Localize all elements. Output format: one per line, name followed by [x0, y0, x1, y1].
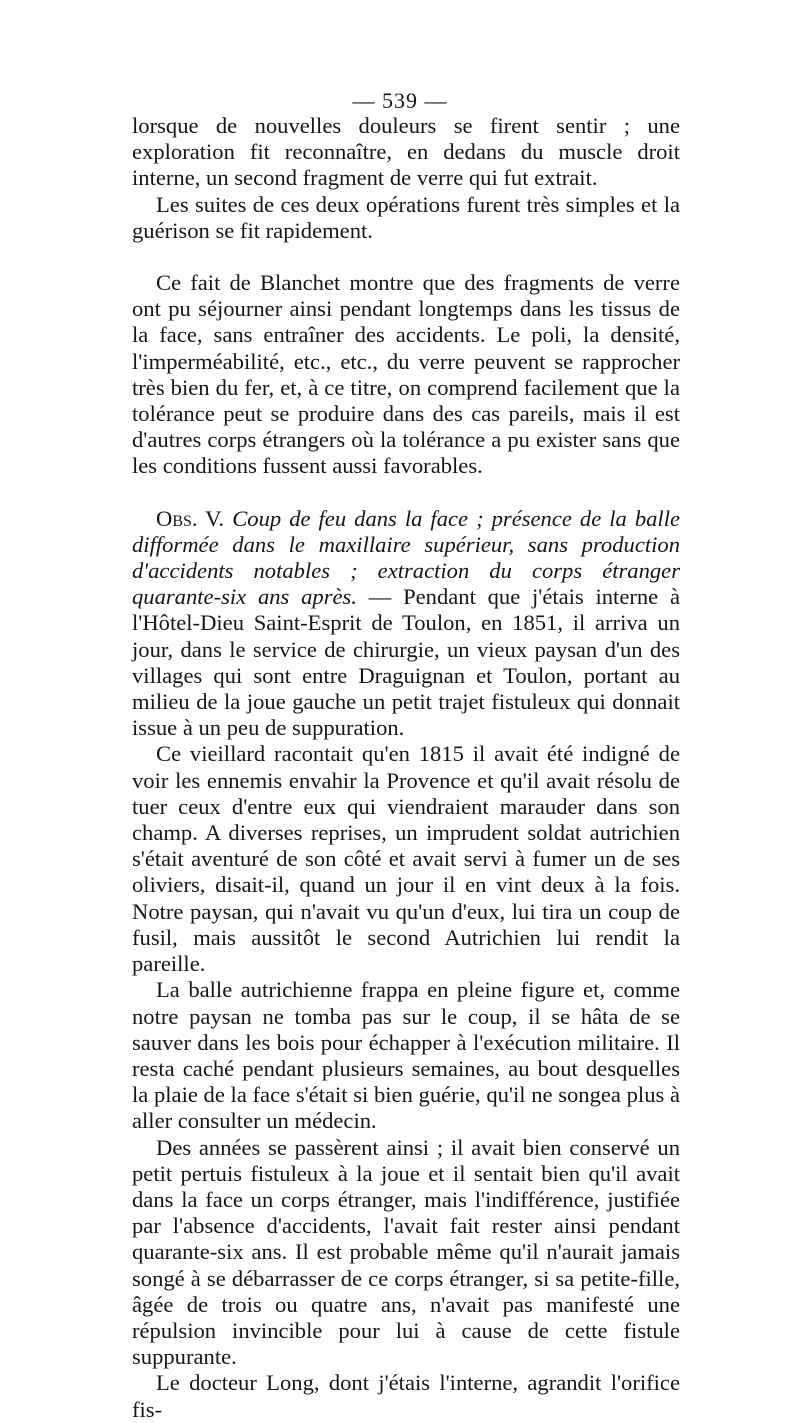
paragraph-4: Ce vieillard racontait qu'en 1815 il avait été indigné de voir les ennemis envahir la Provence et qu'il avait résolu de tuer ceux d'entre eux qui viendraient marauder dans son champ. A diverses reprises, un imprudent soldat autrichien s'était aventuré de son côté et avait servi à fumer un de ses oliviers, disait-il, quand un jour il en vint deux à la fois. Notre paysan, qui n'avait vu qu'un d'eux, lui tira un coup de fusil, mais aussitôt le second Autrichien lui rendit la pareille.	[132, 741, 680, 977]
paragraph-7: Le docteur Long, dont j'étais l'interne, agrandit l'orifice fis-	[132, 1370, 680, 1422]
observation-label: Obs. V.	[156, 505, 225, 531]
observation-body: — Pendant que j'étais interne à l'Hôtel-Dieu Saint-Esprit de Toulon, en 1851, il arriva un jour, dans le service de chirurgie, un vieux paysan d'un des villages qui sont entre Draguignan et Toulon, portant au milieu de la joue gauche un petit trajet fistuleux qui donnait issue à un peu de suppuration.	[132, 584, 680, 741]
paragraph-6: Des années se passèrent ainsi ; il avait bien conservé un petit pertuis fistuleux à la joue et il sentait bien qu'il avait dans la face un corps étranger, mais l'indifférence, justifiée par l'absence d'accidents, l'avait fait rester ainsi pendant quarante-six ans. Il est probable même qu'il n'aurait jamais songé à se débarrasser de ce corps étranger, si sa petite-fille, âgée de trois ou quatre ans, n'avait pas manifesté une répulsion invincible pour lui à cause de cette fistule suppurante.	[132, 1134, 680, 1370]
paragraph-2: Les suites de ces deux opérations furent très simples et la guérison se fit rapidement.	[132, 191, 680, 243]
paragraph-3: Ce fait de Blanchet montre que des fragments de verre ont pu séjourner ainsi pendant longtemps dans les tissus de la face, sans entraîner des accidents. Le poli, la densité, l'imperméabilité, etc., etc., du verre peuvent se rapprocher très bien du fer, et, à ce titre, on comprend facilement que la tolérance peut se produire dans des cas pareils, mais il est d'autres corps étrangers où la tolérance a pu exister sans que les conditions fussent aussi favorables.	[132, 270, 680, 479]
observation-paragraph	[132, 506, 680, 742]
paragraph-1: lorsque de nouvelles douleurs se firent sentir ; une exploration fit reconnaître, en dedans du muscle droit interne, un second fragment de verre qui fut extrait.	[132, 113, 680, 191]
observation-title: Coup de feu dans la face ; présence de la balle difformée dans le maxillaire supérieur, sans production d'accidents notables ; extraction du corps étranger quarante-six ans après.	[132, 505, 681, 610]
paragraph-5: La balle autrichienne frappa en pleine figure et, comme notre paysan ne tomba pas sur le coup, il se hâta de se sauver dans les bois pour échapper à l'exécution militaire. Il resta caché pendant plusieurs semaines, au bout desquelles la plaie de la face s'était si bien guérie, qu'il ne songea plus à aller consulter un médecin.	[132, 977, 680, 1134]
text-block	[132, 113, 680, 1423]
page-number: — 539 —	[352, 88, 448, 113]
